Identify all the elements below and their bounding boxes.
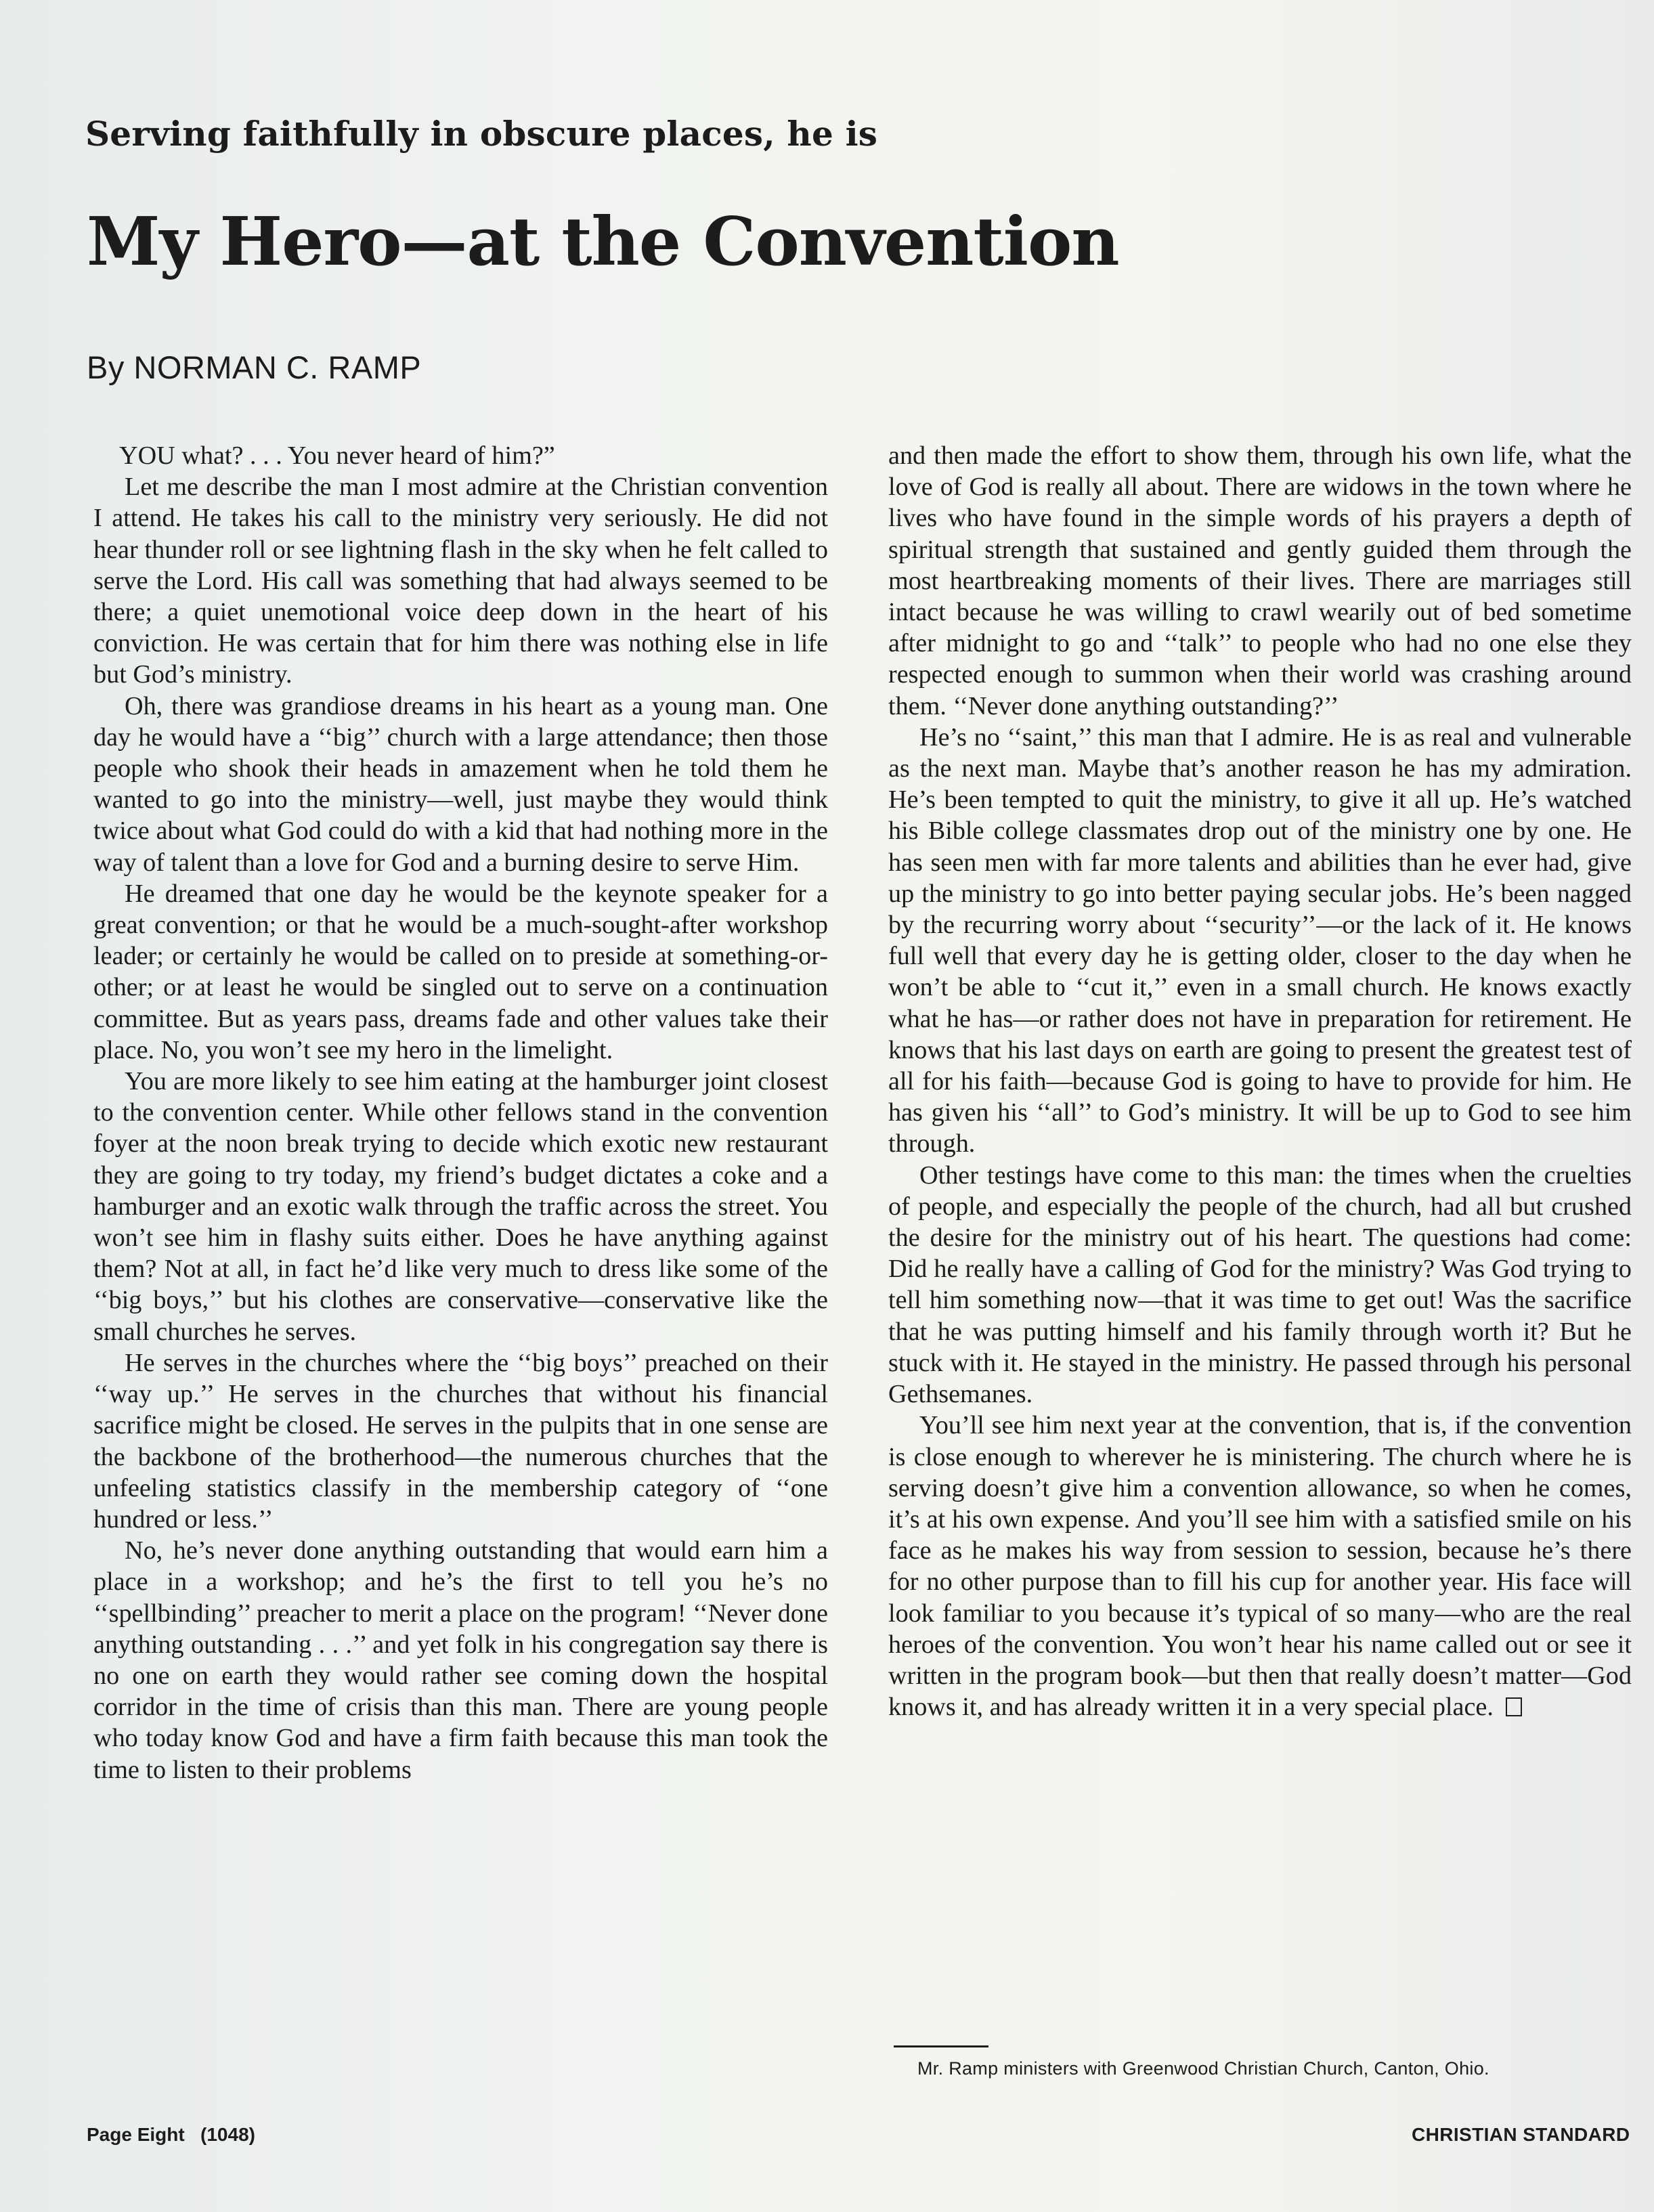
footnote-rule	[894, 2045, 988, 2047]
end-mark-icon	[1506, 1697, 1522, 1716]
paragraph: Oh, there was grandiose dreams in his heart as a young man. One day he would have a ‘‘big’’ church with a large attendance; then those people who shook their heads in amazement when he told them he wanted to go into the ministry—well, just maybe they would think twice about what God could do with a kid that had nothing more in the way of talent than a love for God and a burning desire to serve Him.	[93, 691, 828, 877]
article-title: My Hero—at the Convention	[87, 203, 1119, 281]
publication-name: CHRISTIAN STANDARD	[1412, 2124, 1630, 2145]
paragraph: Other testings have come to this man: the times when the cruelties of people, and especially the people of the church, had all but crushed the desire for the ministry out of his heart. The questions had come: Did he really have a calling of God for the ministry? Was God trying to tell him something now—that it was time to get out! Was the sacrifice that he was putting himself and his family through worth it? But he stuck with it. He stayed in the ministry. He passed through his personal Gethsemanes.	[888, 1161, 1632, 1409]
kicker-line: Serving faithfully in obscure places, he is	[85, 114, 878, 154]
paragraph: You are more likely to see him eating at the hamburger joint closest to the convention center. While other fellows stand in the convention foyer at the noon break trying to decide which exotic new restaurant they are going to try today, my friend’s budget dictates a coke and a hamburger and an exotic walk through the traffic across the street. You won’t see him in flashy suits either. Does he have anything against them? Not at all, in fact he’d like very much to dress like some of the ‘‘big boys,’’ but his clothes are conservative—conservative like the small churches he serves.	[93, 1067, 828, 1346]
paragraph: He dreamed that one day he would be the keynote speaker for a great convention; or that he would be a much-sought-after workshop leader; or certainly he would be called on to preside at something-or-other; or at least he would be singled out to serve on a continuation committee. But as years pass, dreams fade and other values take their place. No, you won’t see my hero in the limelight.	[93, 879, 828, 1064]
paragraph-final	[888, 1410, 1632, 1722]
page-number: Page Eight (1048)	[87, 2124, 255, 2145]
right-column	[888, 440, 1632, 2045]
paragraph-text: You’ll see him next year at the convention, that is, if the convention is close enough to wherever he is ministering. The church where he is serving doesn’t give him a convention allowance, so when he comes, it’s at his own expense. And you’ll see him with a satisfied smile on his face as he makes his way from session to session, because he’s there for no other purpose than to fill his cup for another year. His face will look familiar to you because it’s typical of so many—who are the real heroes of the convention. You won’t hear his name called out or see it written in the program book—but then that really doesn’t matter—God knows it, and has already written it in a very special place.	[888, 1411, 1632, 1722]
author-footnote: Mr. Ramp ministers with Greenwood Christian Church, Canton, Ohio.	[917, 2058, 1489, 2079]
paragraph: Let me describe the man I most admire at the Christian convention I attend. He takes his call to the ministry very seriously. He did not hear thunder roll or see lightning flash in the sky when he felt called to serve the Lord. His call was something that had always seemed to be there; a quiet unemotional voice deep down in the heart of his conviction. He was certain that for him there was nothing else in life but God’s ministry.	[93, 473, 828, 689]
paragraph: He serves in the churches where the ‘‘big boys’’ preached on their ‘‘way up.’’ He serves in the churches that without his financial sacrifice might be closed. He serves in the pulpits that in one sense are the backbone of the brotherhood—the numerous churches that the unfeeling statistics classify in the membership category of ‘‘one hundred or less.’’	[93, 1348, 828, 1534]
paragraph: YOU what? . . . You never heard of him?”	[119, 441, 555, 470]
paragraph: and then made the effort to show them, through his own life, what the love of God is really all about. There are widows in the town where he lives who have found in the simple words of his prayers a depth of spiritual strength that sustained and gently guided them through the most heartbreaking moments of their lives. There are marriages still intact because he was willing to crawl wearily out of bed sometime after midnight to go and ‘‘talk’’ to people who had no one else they respected enough to summon when their world was crashing around them. ‘‘Never done anything outstanding?’’	[888, 441, 1632, 720]
byline: By NORMAN C. RAMP	[87, 349, 422, 385]
paragraph: He’s no ‘‘saint,’’ this man that I admire. He is as real and vulnerable as the next man. Maybe that’s another reason he has my admiration. He’s been tempted to quit the ministry, to give it all up. He’s watched his Bible college classmates drop out of the ministry one by one. He has seen men with far more talents and abilities than he ever had, give up the ministry to go into better paying secular jobs. He’s been nagged by the recurring worry about ‘‘security’’—or the lack of it. He knows full well that every day he is getting older, closer to the day when he won’t be able to ‘‘cut it,’’ even in a small church. He knows exactly what he has—or rather does not have in preparation for retirement. He knows that his last days on earth are going to present the greatest test of all for his faith—because God is going to have to provide for him. He has given his ‘‘all’’ to God’s ministry. It will be up to God to see him through.	[888, 722, 1632, 1158]
left-column	[93, 440, 828, 2065]
paragraph: No, he’s never done anything outstanding that would earn him a place in a workshop; and he’s the first to tell you he’s no ‘‘spellbinding’’ preacher to merit a place on the program! ‘‘Never done anything outstanding . . .’’ and yet folk in his congregation say there is no one on earth they would rather see coming down the hospital corridor in the time of crisis than this man. There are young people who today know God and have a firm faith because this man took the time to listen to their problems	[93, 1536, 828, 1784]
